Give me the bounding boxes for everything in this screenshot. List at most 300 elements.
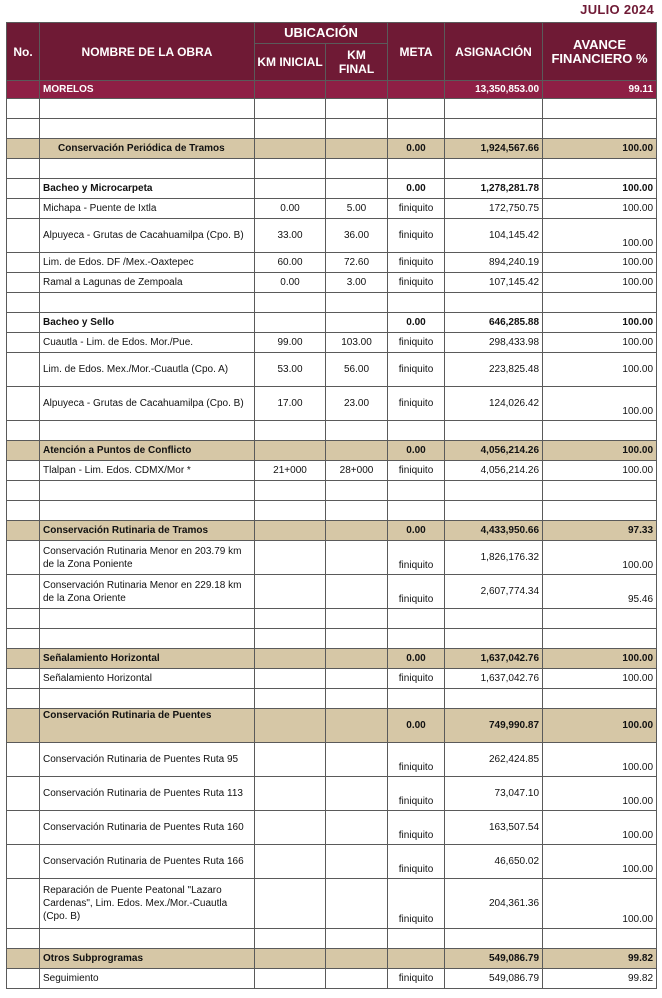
blank-row xyxy=(7,99,657,119)
row-meta: finiquito xyxy=(388,333,445,353)
work-row xyxy=(7,219,657,253)
empty-cell xyxy=(445,689,543,709)
row-asignacion: 172,750.75 xyxy=(445,199,543,219)
empty-cell xyxy=(326,609,388,629)
row-km-inicial xyxy=(255,441,326,461)
row-avance: 100.00 xyxy=(543,253,657,273)
row-asignacion: 749,990.87 xyxy=(445,709,543,743)
row-meta: finiquito xyxy=(388,777,445,811)
row-km-inicial: 0.00 xyxy=(255,199,326,219)
row-no xyxy=(7,219,40,253)
row-km-final xyxy=(326,313,388,333)
row-meta: 0.00 xyxy=(388,709,445,743)
row-km-inicial xyxy=(255,575,326,609)
row-asignacion: 107,145.42 xyxy=(445,273,543,293)
works-table xyxy=(6,22,657,989)
row-name: Conservación Rutinaria de Tramos xyxy=(40,521,255,541)
program-row xyxy=(7,441,657,461)
empty-cell xyxy=(388,99,445,119)
empty-cell xyxy=(445,501,543,521)
region-avance: 99.11 xyxy=(543,81,657,99)
row-avance: 100.00 xyxy=(543,541,657,575)
row-meta: finiquito xyxy=(388,541,445,575)
row-no xyxy=(7,139,40,159)
blank-row xyxy=(7,481,657,501)
empty-cell xyxy=(40,929,255,949)
row-avance: 100.00 xyxy=(543,353,657,387)
work-row xyxy=(7,575,657,609)
row-km-inicial: 17.00 xyxy=(255,387,326,421)
col-ubicacion-header: UBICACIÓN xyxy=(255,23,388,44)
row-no xyxy=(7,179,40,199)
row-no xyxy=(7,669,40,689)
empty-cell xyxy=(7,481,40,501)
row-km-inicial xyxy=(255,669,326,689)
row-no xyxy=(7,441,40,461)
empty-cell xyxy=(445,609,543,629)
row-km-inicial xyxy=(255,845,326,879)
row-name: Conservación Rutinaria de Puentes Ruta 95 xyxy=(40,743,255,777)
empty-cell xyxy=(7,293,40,313)
empty-cell xyxy=(40,481,255,501)
row-asignacion: 549,086.79 xyxy=(445,949,543,969)
empty-cell xyxy=(543,629,657,649)
row-meta: finiquito xyxy=(388,387,445,421)
empty-cell xyxy=(388,159,445,179)
row-avance: 100.00 xyxy=(543,709,657,743)
row-no xyxy=(7,387,40,421)
row-meta: 0.00 xyxy=(388,441,445,461)
empty-cell xyxy=(543,501,657,521)
region-asignacion: 13,350,853.00 xyxy=(445,81,543,99)
row-asignacion: 1,278,281.78 xyxy=(445,179,543,199)
row-name: Conservación Rutinaria Menor en 203.79 km de la Zona Poniente xyxy=(40,541,255,575)
subprogram-row xyxy=(7,313,657,333)
row-meta: 0.00 xyxy=(388,139,445,159)
row-km-inicial xyxy=(255,949,326,969)
row-no xyxy=(7,811,40,845)
row-km-final: 56.00 xyxy=(326,353,388,387)
row-km-inicial: 53.00 xyxy=(255,353,326,387)
row-km-final xyxy=(326,879,388,929)
row-name: Alpuyeca - Grutas de Cacahuamilpa (Cpo. B) xyxy=(40,387,255,421)
row-name: Otros Subprogramas xyxy=(40,949,255,969)
row-meta: finiquito xyxy=(388,273,445,293)
row-no xyxy=(7,253,40,273)
row-asignacion: 2,607,774.34 xyxy=(445,575,543,609)
empty-cell xyxy=(255,929,326,949)
work-row xyxy=(7,387,657,421)
row-avance: 97.33 xyxy=(543,521,657,541)
empty-cell xyxy=(326,421,388,441)
work-row xyxy=(7,333,657,353)
row-km-final xyxy=(326,743,388,777)
empty-cell xyxy=(7,99,40,119)
empty-cell xyxy=(326,119,388,139)
row-avance: 100.00 xyxy=(543,461,657,481)
row-avance: 100.00 xyxy=(543,845,657,879)
empty-cell xyxy=(255,99,326,119)
empty-cell xyxy=(543,929,657,949)
col-km-inicial-header: KM INICIAL xyxy=(255,44,326,81)
row-km-final: 103.00 xyxy=(326,333,388,353)
empty-cell xyxy=(326,929,388,949)
empty-cell xyxy=(7,119,40,139)
empty-cell xyxy=(255,501,326,521)
row-km-final: 28+000 xyxy=(326,461,388,481)
row-name: Señalamiento Horizontal xyxy=(40,649,255,669)
row-no xyxy=(7,353,40,387)
col-km-final-header: KM FINAL xyxy=(326,44,388,81)
row-asignacion: 298,433.98 xyxy=(445,333,543,353)
work-row xyxy=(7,353,657,387)
row-avance: 95.46 xyxy=(543,575,657,609)
row-no xyxy=(7,541,40,575)
work-row xyxy=(7,879,657,929)
row-avance: 99.82 xyxy=(543,949,657,969)
row-no xyxy=(7,845,40,879)
row-name: Lim. de Edos. Mex./Mor.-Cuautla (Cpo. A) xyxy=(40,353,255,387)
program-row xyxy=(7,949,657,969)
row-avance: 100.00 xyxy=(543,313,657,333)
row-km-final xyxy=(326,969,388,989)
empty-cell xyxy=(40,609,255,629)
blank-row xyxy=(7,421,657,441)
work-row xyxy=(7,253,657,273)
blank-row xyxy=(7,293,657,313)
empty-cell xyxy=(388,481,445,501)
row-asignacion: 4,433,950.66 xyxy=(445,521,543,541)
work-row xyxy=(7,845,657,879)
work-row xyxy=(7,541,657,575)
row-km-inicial xyxy=(255,969,326,989)
row-km-inicial: 99.00 xyxy=(255,333,326,353)
row-asignacion: 646,285.88 xyxy=(445,313,543,333)
empty-cell xyxy=(7,609,40,629)
region-no xyxy=(7,81,40,99)
col-asig-header: ASIGNACIÓN xyxy=(445,23,543,81)
row-avance: 100.00 xyxy=(543,811,657,845)
row-name: Alpuyeca - Grutas de Cacahuamilpa (Cpo. B) xyxy=(40,219,255,253)
blank-row xyxy=(7,689,657,709)
row-meta: 0.00 xyxy=(388,179,445,199)
empty-cell xyxy=(388,293,445,313)
empty-cell xyxy=(40,293,255,313)
row-km-final xyxy=(326,669,388,689)
empty-cell xyxy=(543,609,657,629)
row-km-final xyxy=(326,709,388,743)
row-km-final: 3.00 xyxy=(326,273,388,293)
work-row xyxy=(7,461,657,481)
row-km-final xyxy=(326,777,388,811)
empty-cell xyxy=(326,99,388,119)
empty-cell xyxy=(7,159,40,179)
row-km-final: 36.00 xyxy=(326,219,388,253)
row-name: Ramal a Lagunas de Zempoala xyxy=(40,273,255,293)
row-name: Conservación Periódica de Tramos xyxy=(40,139,255,159)
empty-cell xyxy=(326,293,388,313)
row-meta xyxy=(388,949,445,969)
row-meta: finiquito xyxy=(388,219,445,253)
row-name: Bacheo y Sello xyxy=(40,313,255,333)
row-km-final xyxy=(326,139,388,159)
row-asignacion: 163,507.54 xyxy=(445,811,543,845)
row-km-inicial xyxy=(255,743,326,777)
row-km-inicial: 0.00 xyxy=(255,273,326,293)
col-no-header: No. xyxy=(7,23,40,81)
empty-cell xyxy=(40,421,255,441)
row-km-final xyxy=(326,949,388,969)
empty-cell xyxy=(388,629,445,649)
work-row xyxy=(7,777,657,811)
row-asignacion: 894,240.19 xyxy=(445,253,543,273)
empty-cell xyxy=(543,99,657,119)
empty-cell xyxy=(40,99,255,119)
row-km-final xyxy=(326,541,388,575)
row-km-inicial xyxy=(255,313,326,333)
row-no xyxy=(7,879,40,929)
empty-cell xyxy=(445,481,543,501)
row-avance: 100.00 xyxy=(543,199,657,219)
work-row xyxy=(7,969,657,989)
blank-row xyxy=(7,159,657,179)
row-avance: 100.00 xyxy=(543,273,657,293)
row-km-inicial: 21+000 xyxy=(255,461,326,481)
row-name: Atención a Puntos de Conflicto xyxy=(40,441,255,461)
empty-cell xyxy=(40,629,255,649)
empty-cell xyxy=(7,689,40,709)
work-row xyxy=(7,273,657,293)
row-asignacion: 1,637,042.76 xyxy=(445,669,543,689)
row-km-final: 72.60 xyxy=(326,253,388,273)
empty-cell xyxy=(255,629,326,649)
empty-cell xyxy=(388,929,445,949)
subprogram-row xyxy=(7,179,657,199)
row-avance: 100.00 xyxy=(543,139,657,159)
empty-cell xyxy=(255,421,326,441)
empty-cell xyxy=(388,421,445,441)
program-row xyxy=(7,139,657,159)
row-avance: 100.00 xyxy=(543,219,657,253)
row-asignacion: 46,650.02 xyxy=(445,845,543,879)
empty-cell xyxy=(445,159,543,179)
row-avance: 100.00 xyxy=(543,179,657,199)
empty-cell xyxy=(445,929,543,949)
row-km-inicial xyxy=(255,811,326,845)
empty-cell xyxy=(326,689,388,709)
blank-row xyxy=(7,501,657,521)
blank-row xyxy=(7,609,657,629)
row-name: Conservación Rutinaria de Puentes Ruta 166 xyxy=(40,845,255,879)
empty-cell xyxy=(7,501,40,521)
row-meta: finiquito xyxy=(388,845,445,879)
row-km-final xyxy=(326,845,388,879)
row-name: Seguimiento xyxy=(40,969,255,989)
empty-cell xyxy=(543,159,657,179)
row-name: Cuautla - Lim. de Edos. Mor./Pue. xyxy=(40,333,255,353)
row-avance: 100.00 xyxy=(543,743,657,777)
empty-cell xyxy=(388,119,445,139)
region-row xyxy=(7,81,657,99)
row-avance: 100.00 xyxy=(543,387,657,421)
empty-cell xyxy=(543,119,657,139)
empty-cell xyxy=(445,421,543,441)
row-meta: finiquito xyxy=(388,743,445,777)
row-km-inicial xyxy=(255,879,326,929)
row-no xyxy=(7,313,40,333)
program-row xyxy=(7,649,657,669)
row-name: Bacheo y Microcarpeta xyxy=(40,179,255,199)
row-asignacion: 73,047.10 xyxy=(445,777,543,811)
work-row xyxy=(7,669,657,689)
row-asignacion: 1,826,176.32 xyxy=(445,541,543,575)
row-meta: finiquito xyxy=(388,353,445,387)
row-meta: 0.00 xyxy=(388,521,445,541)
row-name: Lim. de Edos. DF /Mex.-Oaxtepec xyxy=(40,253,255,273)
row-km-inicial: 33.00 xyxy=(255,219,326,253)
row-no xyxy=(7,521,40,541)
row-asignacion: 1,924,567.66 xyxy=(445,139,543,159)
row-asignacion: 4,056,214.26 xyxy=(445,461,543,481)
report-date: JULIO 2024 xyxy=(580,2,654,17)
row-meta: finiquito xyxy=(388,669,445,689)
empty-cell xyxy=(326,629,388,649)
row-meta: finiquito xyxy=(388,879,445,929)
row-asignacion: 262,424.85 xyxy=(445,743,543,777)
row-name: Conservación Rutinaria Menor en 229.18 km de la Zona Oriente xyxy=(40,575,255,609)
empty-cell xyxy=(255,293,326,313)
empty-cell xyxy=(445,629,543,649)
empty-cell xyxy=(326,501,388,521)
blank-row xyxy=(7,929,657,949)
row-meta: 0.00 xyxy=(388,649,445,669)
row-km-inicial xyxy=(255,709,326,743)
row-no xyxy=(7,199,40,219)
row-meta: finiquito xyxy=(388,253,445,273)
row-name: Tlalpan - Lim. Edos. CDMX/Mor * xyxy=(40,461,255,481)
row-km-inicial xyxy=(255,179,326,199)
row-name: Conservación Rutinaria de Puentes Ruta 160 xyxy=(40,811,255,845)
empty-cell xyxy=(388,501,445,521)
row-km-final: 5.00 xyxy=(326,199,388,219)
row-asignacion: 204,361.36 xyxy=(445,879,543,929)
row-avance: 100.00 xyxy=(543,649,657,669)
row-meta: finiquito xyxy=(388,969,445,989)
row-no xyxy=(7,949,40,969)
row-meta: finiquito xyxy=(388,575,445,609)
empty-cell xyxy=(445,119,543,139)
row-km-final: 23.00 xyxy=(326,387,388,421)
empty-cell xyxy=(40,119,255,139)
program-row xyxy=(7,709,657,743)
region-name: MORELOS xyxy=(40,81,255,99)
row-meta: finiquito xyxy=(388,461,445,481)
row-name: Conservación Rutinaria de Puentes Ruta 113 xyxy=(40,777,255,811)
empty-cell xyxy=(543,421,657,441)
empty-cell xyxy=(326,481,388,501)
empty-cell xyxy=(40,159,255,179)
row-name: Reparación de Puente Peatonal "Lazaro Cardenas", Lim. Edos. Mex./Mor.-Cuautla (Cpo. B) xyxy=(40,879,255,929)
row-avance: 100.00 xyxy=(543,669,657,689)
row-name: Michapa - Puente de Ixtla xyxy=(40,199,255,219)
row-asignacion: 104,145.42 xyxy=(445,219,543,253)
empty-cell xyxy=(445,293,543,313)
row-no xyxy=(7,273,40,293)
empty-cell xyxy=(326,159,388,179)
empty-cell xyxy=(255,119,326,139)
row-no xyxy=(7,777,40,811)
work-row xyxy=(7,811,657,845)
row-km-final xyxy=(326,521,388,541)
empty-cell xyxy=(7,421,40,441)
row-avance: 100.00 xyxy=(543,333,657,353)
row-asignacion: 549,086.79 xyxy=(445,969,543,989)
row-no xyxy=(7,461,40,481)
col-name-header: NOMBRE DE LA OBRA xyxy=(40,23,255,81)
row-km-final xyxy=(326,649,388,669)
empty-cell xyxy=(255,689,326,709)
row-km-inicial xyxy=(255,541,326,575)
row-meta: finiquito xyxy=(388,199,445,219)
row-km-final xyxy=(326,575,388,609)
row-no xyxy=(7,743,40,777)
row-asignacion: 124,026.42 xyxy=(445,387,543,421)
empty-cell xyxy=(40,689,255,709)
empty-cell xyxy=(255,481,326,501)
row-avance: 99.82 xyxy=(543,969,657,989)
empty-cell xyxy=(543,293,657,313)
row-no xyxy=(7,649,40,669)
work-row xyxy=(7,743,657,777)
row-avance: 100.00 xyxy=(543,777,657,811)
empty-cell xyxy=(7,629,40,649)
row-name: Señalamiento Horizontal xyxy=(40,669,255,689)
empty-cell xyxy=(255,159,326,179)
row-asignacion: 4,056,214.26 xyxy=(445,441,543,461)
row-avance: 100.00 xyxy=(543,879,657,929)
col-avance-header: AVANCE FINANCIERO % xyxy=(543,23,657,81)
row-km-inicial xyxy=(255,139,326,159)
row-no xyxy=(7,575,40,609)
row-no xyxy=(7,969,40,989)
empty-cell xyxy=(7,929,40,949)
row-km-inicial xyxy=(255,777,326,811)
blank-row xyxy=(7,119,657,139)
row-km-inicial xyxy=(255,649,326,669)
row-km-final xyxy=(326,179,388,199)
row-meta: 0.00 xyxy=(388,313,445,333)
row-km-inicial xyxy=(255,521,326,541)
work-row xyxy=(7,199,657,219)
blank-row xyxy=(7,629,657,649)
empty-cell xyxy=(255,609,326,629)
row-no xyxy=(7,333,40,353)
program-row xyxy=(7,521,657,541)
row-km-inicial: 60.00 xyxy=(255,253,326,273)
row-avance: 100.00 xyxy=(543,441,657,461)
empty-cell xyxy=(543,689,657,709)
row-meta: finiquito xyxy=(388,811,445,845)
empty-cell xyxy=(388,609,445,629)
row-km-final xyxy=(326,441,388,461)
row-no xyxy=(7,709,40,743)
row-km-final xyxy=(326,811,388,845)
col-meta-header: META xyxy=(388,23,445,81)
row-asignacion: 1,637,042.76 xyxy=(445,649,543,669)
empty-cell xyxy=(388,689,445,709)
empty-cell xyxy=(40,501,255,521)
row-asignacion: 223,825.48 xyxy=(445,353,543,387)
